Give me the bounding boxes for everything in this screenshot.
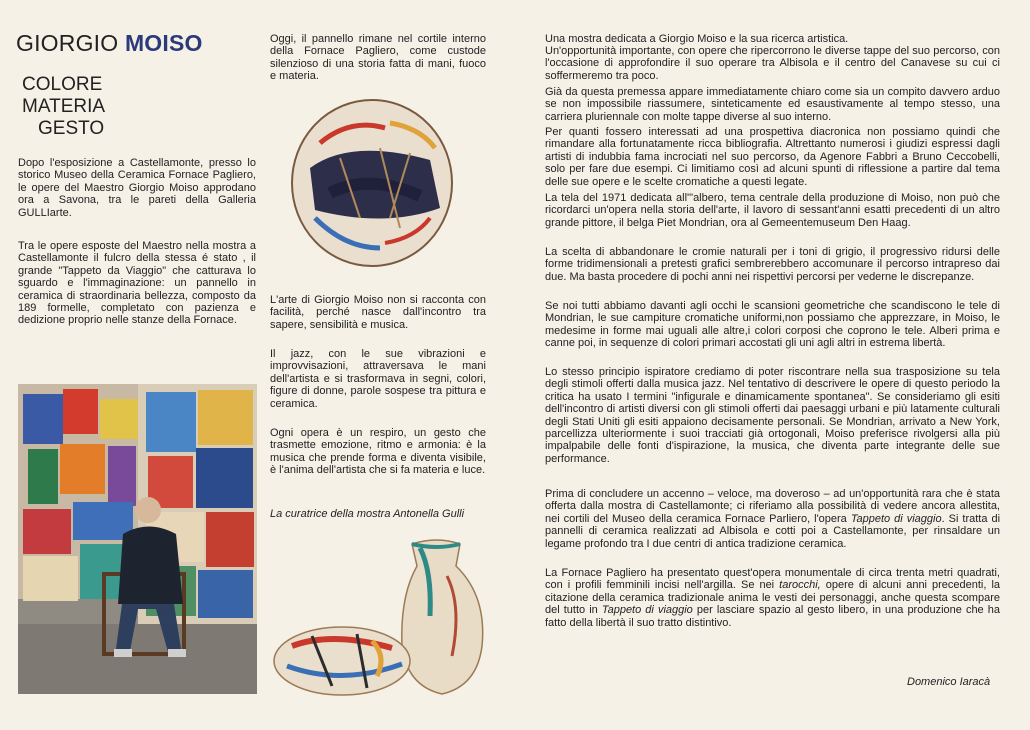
author-signature: Domenico Iaracà (907, 676, 991, 688)
col3-paragraph-3: Già da questa premessa appare immediatamente chiaro come sia un compito davvero arduo se non impossibile riassumere, sinteticamente ed esaustivamente al tempo stesso, una carriera pluriennale con molte tappe diverse al suo interno. (545, 86, 1000, 123)
col3-paragraph-2: Un'opportunità importante, con opere che ripercorrono le diverse tappe del suo percorso, con l'occasione di approfondire il suo operare tra Albisola e il centro del Canavese su cui ci soffermeremo tra poco. (545, 45, 1000, 82)
col3-paragraph-7: Se noi tutti abbiamo davanti agli occhi le scansioni geometriche che scandiscono le tele di Mondrian, le sue campiture cromatiche uniformi,non possiamo che apprezzare, in Moiso, le medesime in forme mai uguali alle altre,i colori corposi che coprono le tele. Alberi prima e canne poi, in sequenze di colori primari accostati gli uni agli altri in estrema libertà. (545, 300, 1000, 350)
tagline-materia: MATERIA (22, 96, 106, 117)
col3-paragraph-9 (545, 488, 1000, 550)
col2-paragraph-2: Il jazz, con le sue vibrazioni e improvvisazioni, attraversava le mani dell'artista e si trasformava in segni, colori, figure di donne, parole sospese tra pittura e ceramica. (270, 348, 486, 410)
col3-p10-tarocchi: tarocchi, (779, 579, 821, 592)
artist-photo (18, 384, 257, 694)
col3-p10-text-a: La Fornace Pagliero ha presentato quest'opera monumentale di circa trenta metri quadrati, con i profili femminili incisi nell'argilla. Se nei (545, 567, 1000, 592)
col3-p9-text-a: Prima di concludere un accenno – veloce, ma doveroso – ad un'opportunità rara che è stata offerta dalla mostra di Castellamonte; ci riferiamo alla possibilità di vedere ancora allestita, nei cortili del Museo della ceramica Fornace Parliero, l'opera (545, 488, 1000, 525)
tagline-gesto: GESTO (38, 118, 105, 139)
artist-first-name: GIORGIO (16, 30, 119, 56)
col3-p10-text-c: per lasciare spazio al gesto libero, in una produzione che ha fatto della libertà il suo tratto distintivo. (545, 604, 1000, 629)
col3-paragraph-5: La tela del 1971 dedicata all'"albero, tema centrale della produzione di Moiso, non può che ricordarci un'opera nella storia dell'arte, il lavoro di sessant'anni esatti precedenti di un altro grande pittore, il belga Piet Mondrian, ora al Gemeentemuseum Den Haag. (545, 192, 1000, 229)
tagline-colore: COLORE (22, 74, 103, 95)
col3-p10-text-b: opere di alcuni anni precedenti, la citazione della ceramica tradizionale anima le vesti dei personaggi, anche questa scompare del tutto in (545, 579, 1001, 617)
col3-paragraph-8: Lo stesso principio ispiratore crediamo di poter riscontrare nella sua trasposizione su tela degli stimoli offerti dalla musica jazz. Nel tentativo di descrivere le opere di questo periodo la critica ha usato I termini "infigurale e dinamicamente spontanea". Se consideriamo gli esiti dell'incontro di artisti diversi con gli stimoli offerti dai paesaggi urbani e più latamente culturali degli Stati Uniti gli esiti appaiono decisamente personali. Se Mondrian, arrivato a New York, parcellizza ulteriormente i suoi tracciati già ortogonali, Moiso preferisce rivolgersi alla più impalpabile delle fonti d'ispirazione, la musica, che diventa parte integrante delle sue performance. (545, 366, 1000, 465)
col1-paragraph-1: Dopo l'esposizione a Castellamonte, presso lo storico Museo della Ceramica Fornace Pagliero, le opere del Maestro Giorgio Moiso approdano ora a Savona, tra le pareti della Galleria GULLIarte. (18, 157, 256, 219)
artist-last-name: MOISO (124, 30, 203, 56)
col2-paragraph-3: Ogni opera è un respiro, un gesto che trasmette emozione, ritmo e armonia: è la musica che prende forma e diventa visibile, è l'anima dell'artista che si fa materia e luce. (270, 427, 486, 477)
col2-paragraph-1: L'arte di Giorgio Moiso non si racconta con facilità, perché nasce dall'incontro tra sapere, sensibilità e musica. (270, 294, 486, 331)
col3-paragraph-10 (545, 567, 1000, 629)
col3-paragraph-4: Per quanti fossero interessati ad una prospettiva diacronica non possiamo quindi che rimandare alla fortunatamente ricca bibliografia. Altrettanto numerosi i giudizi espressi dagli artisti di indubbia fama incrociati nel suo percorso, da Agenore Fabbri a Bruno Ceccobelli, solo per fare due esempi. Ci limitiamo così ad alcuni spunti di riflessione a partire dal tema delle sue opere e le scelte cromatiche a questi legate. (545, 126, 1000, 188)
col3-p9-artwork-title: Tappeto di viaggio (850, 512, 942, 525)
col1-paragraph-2: Tra le opere esposte del Maestro nella mostra a Castellamonte il fulcro della stessa é stato , il grande "Tappeto da Viaggio" che catturava lo sguardo e l'immaginazione: un pannello in ceramica di straordinaria bellezza, composto da 189 formelle, completato con pazienza e dedizione proprio nelle stanze della Fornace. (18, 240, 256, 327)
col2-paragraph-0: Oggi, il pannello rimane nel cortile interno della Fornace Pagliero, come custode silenzioso di una storia fatta di mani, fuoco e materia. (270, 33, 486, 83)
ceramic-plate-image (290, 98, 455, 268)
col3-p10-artwork-title: Tappeto di viaggio (601, 604, 693, 617)
col3-paragraph-1: Una mostra dedicata a Giorgio Moiso e la sua ricerca artistica. (545, 33, 849, 45)
artist-title (16, 30, 203, 57)
col3-paragraph-6: La scelta di abbandonare le cromie naturali per i toni di grigio, il progressivo ridursi delle forme tridimensionali a pretesti grafici sembrerebbero accomunare il percorso intrapreso dai due. Ma basta procedere di pochi anni nei rispettivi percorsi per vederne le discrepanze. (545, 246, 1000, 283)
curator-signature: La curatrice della mostra Antonella Gulli (270, 508, 465, 520)
col3-p9-text-b: . Si tratta di pannelli di ceramica realizzati ad Albisola e cotti poi a Castellamonte, per rinsaldare un legame profondo tra I due centri di antica tradizione ceramica. (545, 512, 1001, 550)
ceramic-vases-image (272, 536, 500, 701)
